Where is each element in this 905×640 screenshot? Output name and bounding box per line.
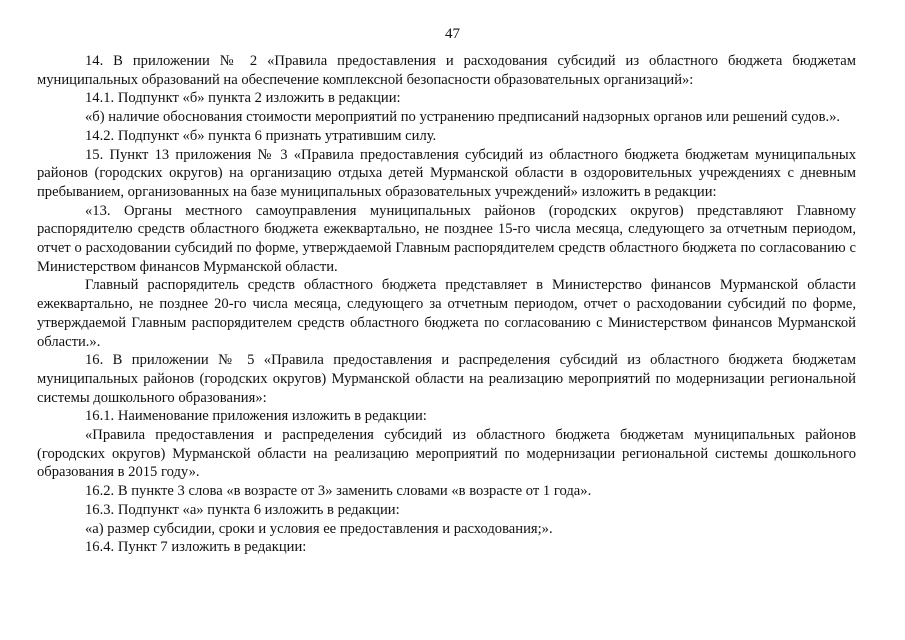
paragraph-14: 14. В приложении № 2 «Правила предоставления и расходования субсидий из областного бюджета бюджетам муниципальных образований на обеспечение комплексной безопасности образовательных организаций»: <box>37 53 856 88</box>
paragraph-15-quote-13: «13. Органы местного самоуправления муниципальных районов (городских округов) представляют Главному распорядителю средств областного бюджета ежеквартально, не позднее 15-го числа месяца, следующего за отчетным периодом, отчет о расходовании субсидий по форме, утверждаемой Главным распорядителем средств областного бюджета по согласованию с Министерством финансов Мурманской области. <box>37 202 856 275</box>
page-number: 47 <box>445 26 460 42</box>
paragraph-14-2: 14.2. Подпункт «б» пункта 6 признать утратившим силу. <box>85 127 437 144</box>
paragraph-14-1: 14.1. Подпункт «б» пункта 2 изложить в редакции: <box>85 90 401 107</box>
paragraph-16-1: 16.1. Наименование приложения изложить в редакции: <box>85 408 427 425</box>
paragraph-14-1-text: «б) наличие обоснования стоимости мероприятий по устранению предписаний надзорных органов или решений судов.». <box>85 109 841 126</box>
paragraph-16-1-text: «Правила предоставления и распределения субсидий из областного бюджета бюджетам муниципальных районов (городских округов) Мурманской области на реализацию мероприятий по модернизации региональной системы дошкольного образования в 2015 году». <box>37 427 856 481</box>
paragraph-15: 15. Пункт 13 приложения № 3 «Правила предоставления субсидий из областного бюджета бюджетам муниципальных районов (городских округов) на организацию отдыха детей Мурманской области в оздоровительных учреждениях с дневным пребыванием, организованных на базе муниципальных образовательных учреждений» изложить в редакции: <box>37 146 856 200</box>
paragraph-16-4: 16.4. Пункт 7 изложить в редакции: <box>85 539 307 556</box>
paragraph-16-3-text: «а) размер субсидии, сроки и условия ее предоставления и расходования;». <box>85 520 553 537</box>
paragraph-16: 16. В приложении № 5 «Правила предоставления и распределения субсидий из областного бюджета бюджетам муниципальных районов (городских округов) Мурманской области на реализацию мероприятий по модернизации региональной системы дошкольного образования»: <box>37 352 856 406</box>
paragraph-16-3: 16.3. Подпункт «а» пункта 6 изложить в редакции: <box>85 501 400 518</box>
paragraph-15-quote-continued: Главный распорядитель средств областного бюджета представляет в Министерство финансов Мурманской области ежеквартально, не позднее 20-го числа месяца, следующего за отчетным периодом, отчет о расходовании субсидий по форме, утверждаемой Главным распорядителем средств областного бюджета по согласованию с Министерством финансов Мурманской области.». <box>37 277 856 350</box>
document-body <box>37 52 856 557</box>
paragraph-16-2: 16.2. В пункте 3 слова «в возрасте от 3» заменить словами «в возрасте от 1 года». <box>85 483 592 500</box>
